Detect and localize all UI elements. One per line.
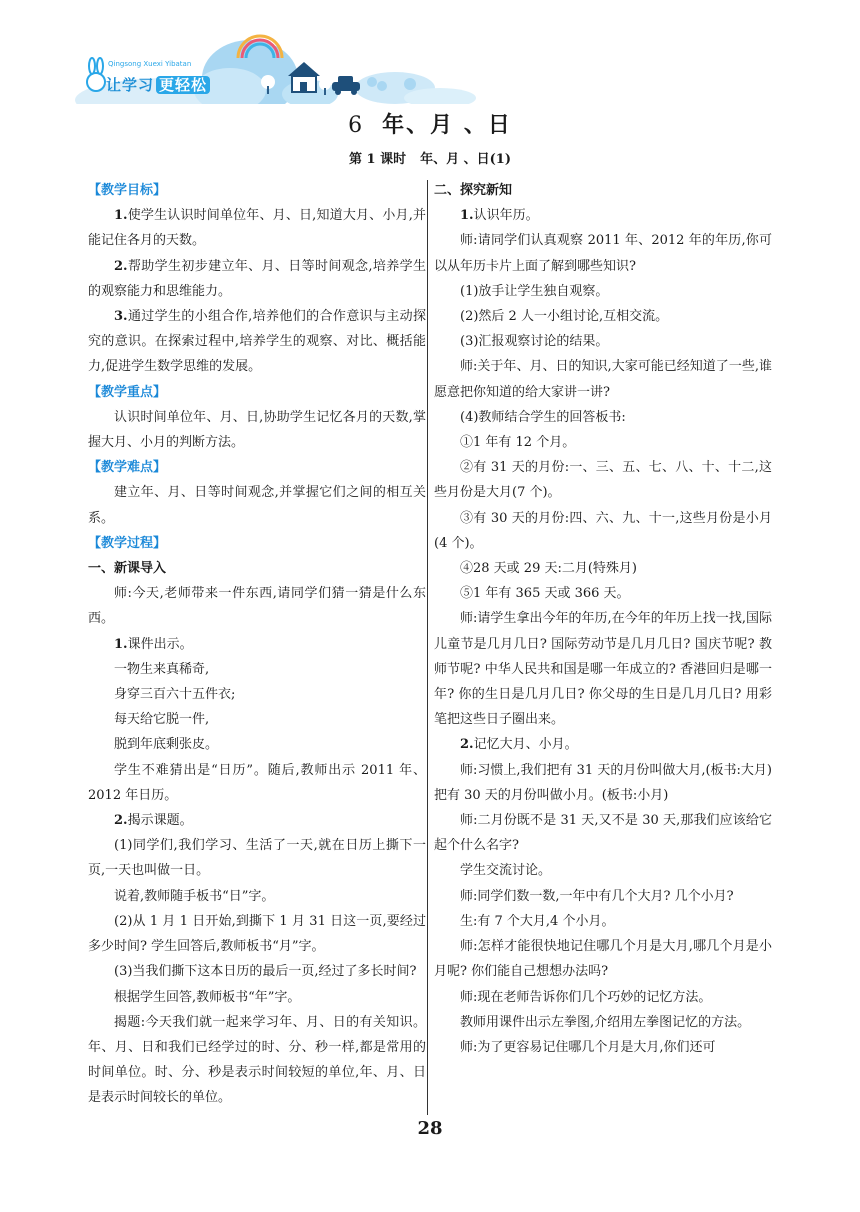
numbered-paragraph [434,732,772,757]
item-text: 揭示课题。 [127,813,193,829]
paragraph: 说着,教师随手板书“日”字。 [114,888,275,904]
numbered-paragraph [88,808,426,833]
item-text: 通过学生的小组合作,培养他们的合作意识与主动探究的意识。在探索过程中,培养学生的观察、对比、概括能力,促进学生数学思维的发展。 [88,309,426,375]
item-number: 1. [114,636,128,652]
lesson-topic: 年、月 、日(1) [420,152,511,167]
lesson-number: 第 1 课时 [349,152,407,167]
section-label: 【教学重点】 [88,384,167,400]
paragraph: ⑤1 年有 365 天或 366 天。 [460,586,630,602]
item-text: 帮助学生初步建立年、月、日等时间观念,培养学生的观察能力和思维能力。 [88,258,426,299]
brand-logo-text [106,74,210,95]
numbered-paragraph [88,254,426,304]
paragraph: 师:请同学们认真观察 2011 年、2012 年的年历,你可以从年历卡片上面了解到哪些知识? [434,233,772,274]
paragraph: ②有 31 天的月份:一、三、五、七、八、十、十二,这些月份是大月(7 个)。 [434,460,772,501]
paragraph: (3)汇报观察讨论的结果。 [460,334,609,350]
paragraph: 生:有 7 个大月,4 个小月。 [460,913,615,929]
item-text: 课件出示。 [127,636,193,652]
paragraph: 师:同学们数一数,一年中有几个大月? 几个小月? [460,888,734,904]
chapter-title-text: 年、月 、日 [382,112,512,138]
chapter-title [0,108,860,139]
paragraph: 根据学生回答,教师板书“年”字。 [114,989,301,1005]
numbered-paragraph [434,203,772,228]
paragraph: 身穿三百六十五件衣; [114,687,236,703]
page-header [0,0,860,104]
brand-text-accent: 更轻松 [156,76,210,94]
section-heading: 一、新课导入 [88,561,167,577]
item-number: 1. [460,208,474,224]
paragraph: 学生不难猜出是“日历”。随后,教师出示 2011 年、2012 年日历。 [88,762,426,803]
right-column [434,178,772,1060]
section-label: 【教学难点】 [88,460,167,476]
paragraph: (2)从 1 月 1 日开始,到撕下 1 月 31 日这一页,要经过多少时间? 学生回答后,教师板书“月”字。 [88,913,426,955]
paragraph: 教师用课件出示左拳图,介绍用左拳图记忆的方法。 [460,1014,751,1030]
item-number: 2. [460,737,474,753]
numbered-paragraph [88,304,426,380]
item-text: 记忆大月、小月。 [473,737,578,753]
paragraph: 师:今天,老师带来一件东西,请同学们猜一猜是什么东西。 [88,586,426,627]
paragraph: (3)当我们撕下这本日历的最后一页,经过了多长时间? [114,964,417,980]
paragraph: 师:怎样才能很快地记住哪几个月是大月,哪几个月是小月呢? 你们能自己想想办法吗? [434,939,772,980]
left-column [88,178,426,1111]
paragraph: 学生交流讨论。 [460,863,552,879]
numbered-paragraph [88,203,426,253]
section-heading: 二、探究新知 [434,183,513,198]
brand-pinyin: Qingsong Xuexi Yibatan [108,60,192,68]
paragraph: 师:二月份既不是 31 天,又不是 30 天,那我们应该给它起个什么名字? [434,813,772,854]
item-text: 认识年历。 [473,208,539,224]
section-label: 【教学目标】 [88,183,167,198]
paragraph: 师:关于年、月、日的知识,大家可能已经知道了一些,谁愿意把你知道的给大家讲一讲? [434,359,772,400]
paragraph: 师:请学生拿出今年的年历,在今年的年历上找一找,国际儿童节是几月几日? 国际劳动节是几月几日? 国庆节呢? 教师节呢? 中华人民共和国是哪一年成立的? 香港回归是哪一年? 你的生日是几月几日? 你父母的生日是几月几日? 用彩笔把这些日子圈出来。 [434,611,772,728]
paragraph: (2)然后 2 人一小组讨论,互相交流。 [460,309,669,325]
paragraph: 建立年、月、日等时间观念,并掌握它们之间的相互关系。 [88,485,426,526]
paragraph: 一物生来真稀奇, [114,661,210,677]
item-number: 2. [114,813,128,829]
paragraph: 师:现在老师告诉你们几个巧妙的记忆方法。 [460,989,712,1005]
paragraph: (1)放手让学生独自观察。 [460,283,609,299]
item-number: 2. [114,258,128,274]
paragraph: (4)教师结合学生的回答板书: [460,409,626,425]
paragraph: ③有 30 天的月份:四、六、九、十一,这些月份是小月(4 个)。 [434,510,772,551]
numbered-paragraph [88,632,426,657]
chapter-number: 6 [348,113,365,138]
item-text: 使学生认识时间单位年、月、日,知道大月、小月,并能记住各月的天数。 [88,208,426,249]
lesson-subtitle [0,148,860,167]
paragraph: 师:为了更容易记住哪几个月是大月,你们还可 [460,1039,716,1055]
paragraph: ①1 年有 12 个月。 [460,435,576,451]
paragraph: 揭题:今天我们就一起来学习年、月、日的有关知识。年、月、日和我们已经学过的时、分、秒一样,都是常用的时间单位。时、分、秒是表示时间较短的单位,年、月、日是表示时间较长的单位。 [88,1014,426,1106]
paragraph: 脱到年底剩张皮。 [114,737,219,753]
paragraph: ④28 天或 29 天:二月(特殊月) [460,561,638,577]
brand-text-main: 让学习 [106,76,155,94]
item-number: 1. [114,208,128,224]
paragraph: 每天给它脱一件, [114,712,210,728]
column-divider [427,180,428,1115]
paragraph: 认识时间单位年、月、日,协助学生记忆各月的天数,掌握大月、小月的判断方法。 [88,409,426,451]
paragraph: 师:习惯上,我们把有 31 天的月份叫做大月,(板书:大月)把有 30 天的月份叫做小月。(板书:小月) [434,762,772,803]
paragraph: (1)同学们,我们学习、生活了一天,就在日历上撕下一页,一天也叫做一日。 [88,838,426,879]
section-label: 【教学过程】 [88,535,167,551]
page-number: 28 [417,1118,443,1139]
item-number: 3. [114,309,128,325]
